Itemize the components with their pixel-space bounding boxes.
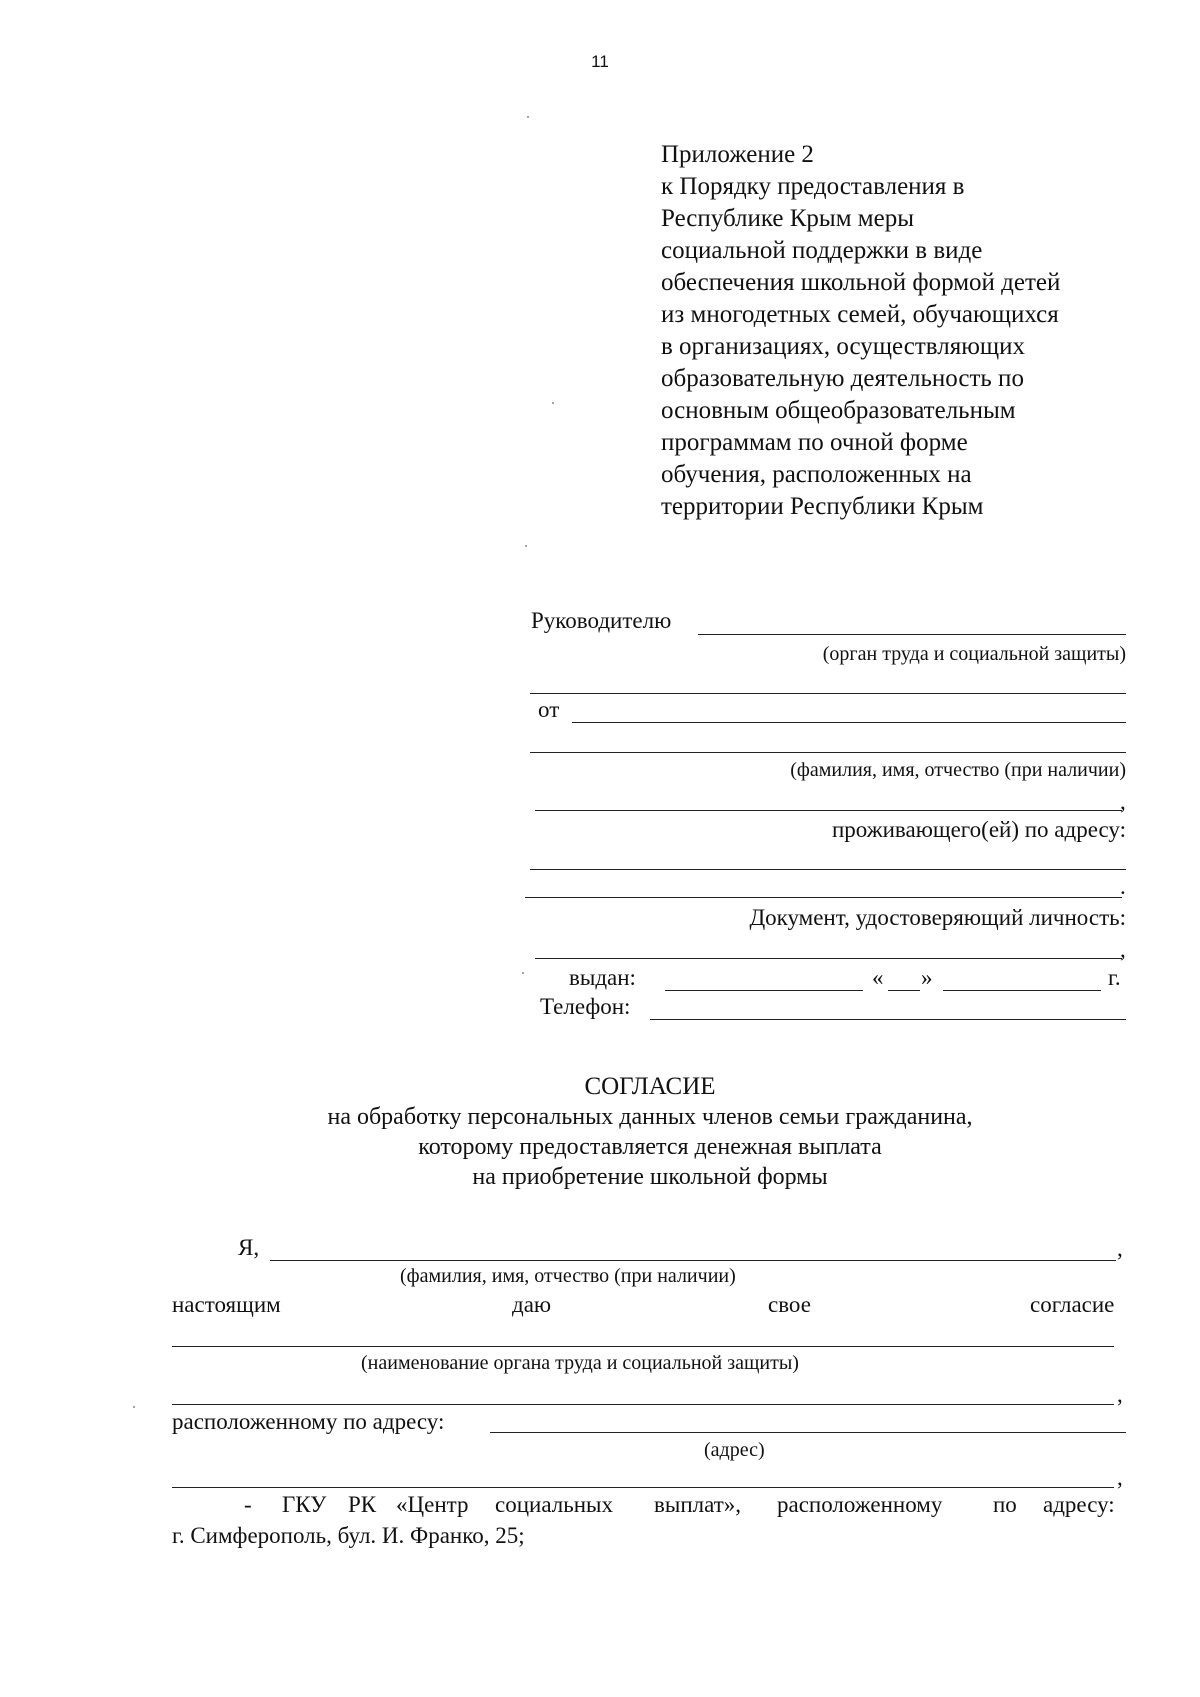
gku-word: адресу: [1043,1492,1115,1517]
organ-name-field[interactable] [172,1346,1114,1347]
scan-speck [133,1406,135,1408]
phone-label: Телефон: [540,994,631,1019]
annex-line: Приложение 2 [661,141,814,168]
issued-date-field[interactable] [943,990,1101,991]
applicant-name-field[interactable] [572,722,1126,723]
annex-line: основным общеобразовательным [661,397,1016,424]
annex-line: в организациях, осуществляющих [661,333,1026,360]
declarant-fio-caption: (фамилия, имя, отчество (при наличии) [400,1265,736,1287]
phone-field[interactable] [650,1019,1126,1020]
issued-by-field[interactable] [665,990,863,991]
consent-word: согласие [1030,1292,1115,1317]
consent-title: СОГЛАСИЕ [584,1073,716,1100]
quote-open: « [872,965,884,990]
gku-word: «Центр [396,1492,469,1517]
gku-word: социальных [495,1492,613,1517]
annex-line: программам по очной форме [661,429,968,456]
period: . [1120,874,1126,899]
issued-label: выдан: [569,965,636,990]
year-suffix: г. [1108,965,1121,990]
applicant-fio-caption: (фамилия, имя, отчество (при наличии) [790,759,1126,781]
addressee-field-line-2[interactable] [530,693,1126,694]
organ-caption: (наименование органа труда и социальной защиты) [361,1352,799,1374]
consent-subtitle-line: на приобретение школьной формы [472,1164,828,1190]
annex-line: территории Республики Крым [661,493,984,520]
consent-word: даю [512,1292,552,1317]
scan-speck [527,116,529,118]
annex-line: социальной поддержки в виде [661,237,983,264]
scan-speck [522,972,524,974]
issued-day-field[interactable] [888,990,920,991]
comma: , [1117,1465,1123,1490]
gku-word: по [993,1492,1017,1517]
addressee-field[interactable] [698,634,1126,635]
gku-address-line: г. Симферополь, бул. И. Франко, 25; [172,1523,525,1548]
addressee-label: Руководителю [531,608,672,633]
comma: , [1120,789,1126,814]
gku-word: ГКУ [282,1492,327,1517]
address-caption: (адрес) [704,1439,765,1461]
address-field[interactable] [530,869,1126,870]
declarant-name-field[interactable] [270,1260,1116,1261]
consent-title-block [0,1072,1200,1192]
consent-word: свое [768,1292,811,1317]
document-field[interactable] [535,958,1122,959]
addressee-caption: (орган труда и социальной защиты) [822,643,1126,665]
comma: , [1117,1236,1123,1261]
annex-line: образовательную деятельность по [661,365,1024,392]
annex-line: из многодетных семей, обучающихся [661,301,1059,328]
comma: , [1120,937,1126,962]
address-field-line-2[interactable] [525,897,1122,898]
organ-name-field-line-2[interactable] [172,1404,1114,1405]
consent-subtitle-line: которому предоставляется денежная выплата [418,1134,882,1160]
gku-dash: - [244,1492,252,1517]
scan-speck [552,402,554,404]
page-number: 11 [591,52,609,71]
organ-address-field-line-2[interactable] [172,1487,1114,1488]
annex-line: к Порядку предоставления в [661,173,965,200]
annex-line: Республике Крым меры [661,205,915,232]
from-label: от [538,697,560,722]
applicant-name-field-line-2[interactable] [530,752,1126,753]
annex-header [661,139,1131,523]
scan-speck [525,545,527,547]
gku-word: РК [348,1492,377,1517]
comma: , [1117,1382,1123,1407]
applicant-name-field-line-3[interactable] [535,810,1122,811]
document-label: Документ, удостоверяющий личность: [749,905,1126,930]
organ-address-field[interactable] [490,1432,1126,1433]
located-label: расположенному по адресу: [172,1409,445,1434]
consent-word: настоящим [172,1292,281,1317]
quote-close: » [921,965,933,990]
residing-label: проживающего(ей) по адресу: [832,817,1126,842]
annex-line: обеспечения школьной формой детей [661,269,1061,296]
gku-word: выплат», [654,1492,742,1517]
annex-line: обучения, расположенных на [661,461,972,488]
consent-subtitle-line: на обработку персональных данных членов семьи гражданина, [327,1104,973,1130]
gku-word: расположенному [777,1492,943,1517]
i-label: Я, [238,1235,260,1260]
